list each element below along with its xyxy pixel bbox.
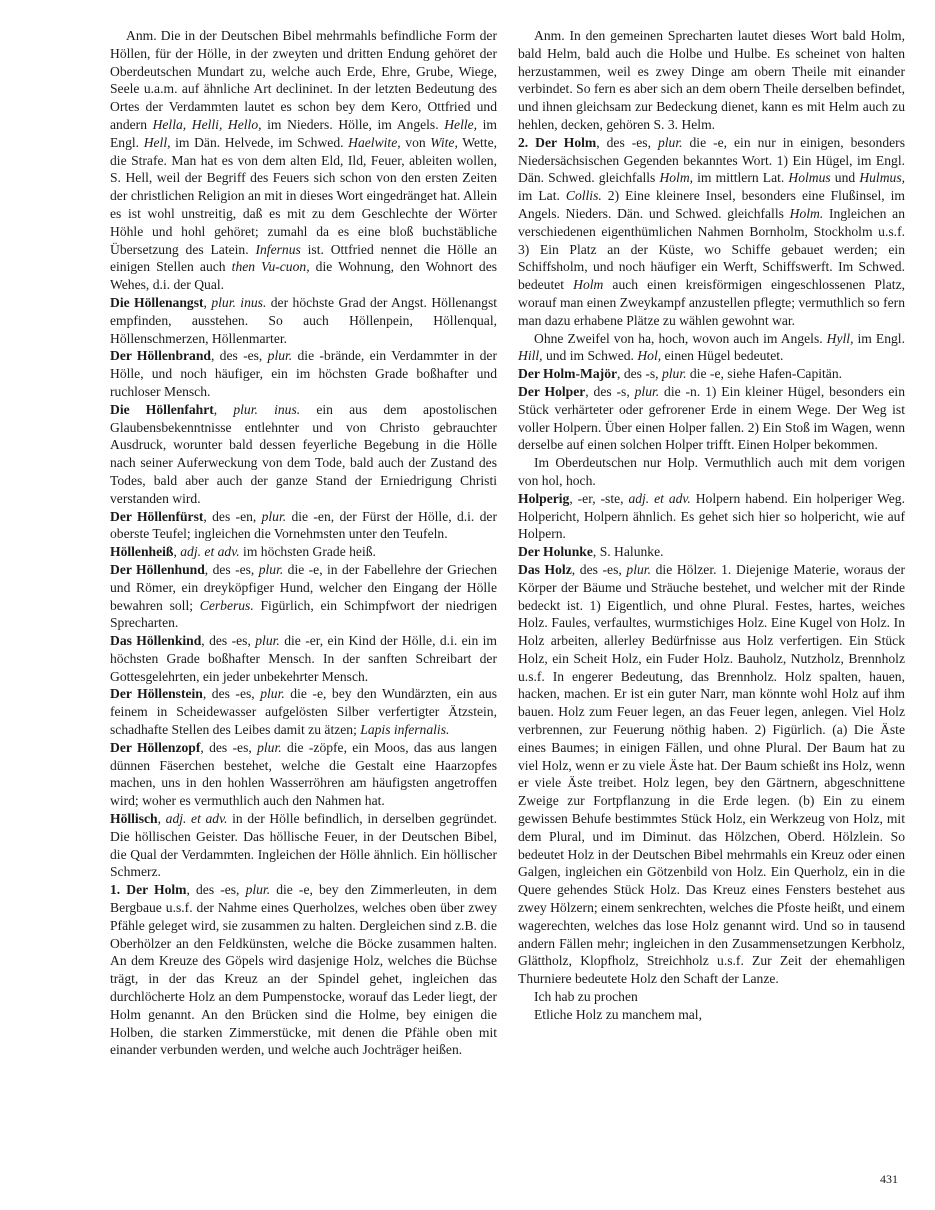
dictionary-entry (110, 294, 497, 347)
italic-term: plur. inus. (233, 401, 301, 417)
italic-term: Hill, (518, 348, 543, 364)
dictionary-entry (518, 561, 905, 988)
headword: Höllisch (110, 811, 158, 827)
dictionary-entry (518, 365, 905, 383)
entry-text: , -er, -ste, (569, 490, 629, 506)
italic-term: Collis. (565, 188, 602, 204)
italic-term: Hella, Helli, Hello, (152, 116, 262, 132)
entry-text: , des -en, (203, 508, 262, 524)
dictionary-entry (110, 347, 497, 400)
entry-text: die -e, siehe Hafen-Capitän. (686, 366, 843, 382)
italic-term: Holm, (659, 170, 694, 186)
entry-text: die -n. 1) Ein kleiner Hügel, besonders ein Stück verhärteter oder gefrorener Erde in einem Wege. Der Weg ist voller Holpern. Über einen Holper fallen. 2) Ein Stoß im Wagen, wenn derselbe auf einen solchen Holper trifft. Einen Holper bekommen. (518, 383, 905, 453)
italic-term: plur. (255, 633, 280, 649)
dictionary-entry (110, 561, 497, 632)
entry-text: in der Hölle befindlich, in derselben gegründet. Die höllischen Geister. Das höllische Feuer, in der Deutschen Bibel, die Qual der Verdammten. Ingleichen der Hölle ähnlich. Ein höllischer Schmerz. (110, 811, 498, 880)
left-column (110, 27, 497, 1059)
entry-text: im mittlern Lat. (693, 170, 789, 186)
italic-term: adj. et adv. (180, 544, 240, 560)
headword: Die Höllenfahrt (110, 401, 214, 417)
entry-text: , des -es, (201, 633, 256, 649)
entry-text: , (203, 294, 212, 310)
right-column (518, 27, 905, 1024)
italic-term: plur. inus. (211, 294, 267, 310)
italic-term: plur. (257, 739, 282, 755)
italic-term: Wite, (430, 134, 458, 150)
italic-term: plur. (260, 686, 285, 702)
italic-term: adj. et adv. (165, 811, 228, 827)
dictionary-entry (110, 632, 497, 685)
entry-text: ein aus dem apostolischen Glaubensbekenntnisse entlehnter und von Christo gebrauchter Ausdruck, worunter bald dessen feyerliche Begebung in die Hölle nach seiner Auferweckung von dem Tode, bald auch der Zustand des Todes, bald aber auch der ganze Stand der Erniedrigung Christi verstanden wird. (110, 401, 497, 506)
headword: Der Höllenstein (110, 686, 203, 702)
entry-text: , (213, 401, 234, 417)
dictionary-entry (110, 739, 497, 810)
headword: Der Holm-Majör (518, 366, 618, 382)
entry-text: Holpern habend. Ein holperiger Weg. Holpericht, Holpern ähnlich. Es gehet sich hier so holpericht, wie auf Holpern. (518, 490, 906, 542)
italic-term: Holm. (789, 205, 824, 221)
entry-text: , (157, 811, 166, 827)
entry-text: die -e, in der Fabellehre der Griechen und Römer, ein dreyköpfiger Hund, welcher den Eingang der Hölle bewahren soll; (110, 561, 497, 613)
dictionary-entry (110, 810, 497, 881)
entry-text: die -e, ein nur in einigen, besonders Niedersächsischen Gegenden bekanntes Wort. 1) Ein Hügel, im Engl. Dän. Schwed. gleichfalls (518, 134, 905, 186)
entry-text: Im Oberdeutschen nur Holp. Vermuthlich auch mit dem vorigen von hol, hoch. (518, 455, 905, 488)
dictionary-entry (518, 134, 905, 330)
entry-text: auch einen kreisförmigen eingeschlossenen Platz, worauf man einen Zweykampf anzustellen pflegte; vermuthlich so fern man dazu erhabene Plätze zu wählen gewohnt war. (518, 277, 905, 328)
headword: Höllenheiß (110, 544, 174, 560)
entry-text: die Hölzer. 1. Diejenige Materie, woraus der Körper der Bäume und Sträuche bestehet, und welcher mit der Rinde bedeckt ist. 1) Eigentlich, und ohne Plural. Festes, hartes, weiches Holz. Faules, verfaultes, wurmstichiges Holz. Eine Kugel von Holz. In Holz arbeiten, allerley Bedürfnisse aus Holz verfertigen. Ein Stück Holz, ein Scheit Holz, ein Fuder Holz. Bauholz, Nutzholz, Brennholz u.s.f. In engerer Bedeutung, das Brennholz. Holz spalten, hauen, hacken, machen. Er ist ein guter Narr, man könnte wohl Holz auf ihm bauen. Holz zum Feuer legen, an das Feuer legen, anlegen. Viel Holz verbrennen, zur Feuerung nöthig haben. 2) Figürlich. (a) Die Äste eines Baumes; in einigen Fällen, und ohne Plural. Der Baum hat zu viel Holz, wenn er zu viele Äste hat. Der Baum schießt ins Holz, wenn er viele Äste treibet. Holz legen, bey den Gärtnern, abgeschnittene Zweige zur Fortpflanzung in die Erde legen. (b) Ein zu einem gewissen Behufe bestimmtes Stück Holz, ein Werkzeug von Holz, mit dem Plural, und im Diminut. das Hölzchen, Oberd. Hölzlein. So bedeutet Holz in der Deutschen Bibel mehrmahls ein Kreuz oder einen Galgen, ingleichen ein Götzenbild von Holz. Ein Querholz, ein in die Quere gehendes Stück Holz. Das Kreuz eines Fensters bestehet aus zwey Hölzern; einem senkrechten, welches die Pfoste heißt, und einem wagerechten, welches das lose Holz genannt wird. Und so in tausend andern Fällen mehr; ingleichen in den Zusammensetzungen Kerbholz, Glättholz, Klopfholz, Streichholz u.s.f. Zur Zeit der ehemahligen Thurniere bedeutete Holz den Schaft der Lanze. (518, 561, 906, 987)
dictionary-entry (518, 543, 905, 561)
entry-text: , des -es, (200, 739, 258, 755)
entry-text: Anm. In den gemeinen Sprecharten lautet dieses Wort bald Holm, bald Helm, bald auch die Holbe und Hulbe. Es scheinet von halten herzustammen, weil es zwey Dinge am obern Theile mit einander verbindet. So fern es aber sich an dem obern Theile derselben befindet, und ihnen gleichsam zur Bedeckung dienet, kann es mit Helm auch zu hehlen, decken, gehören S. 3. Helm. (518, 28, 905, 132)
italic-term: Holm (573, 277, 604, 293)
entry-text: im Engl. (110, 116, 498, 150)
italic-term: then Vu-cuon, (231, 259, 310, 275)
italic-term: Cerberus. (199, 597, 254, 613)
italic-term: Infernus (255, 241, 301, 257)
entry-text: , des -s, (585, 383, 635, 399)
headword: Der Höllenfürst (110, 508, 204, 524)
dictionary-entry (518, 383, 905, 454)
entry-text: von (400, 134, 431, 150)
headword: 2. Der Holm (518, 134, 597, 150)
entry-text: Figürlich, ein Schimpfwort der niedrigen Sprecharten. (110, 597, 497, 631)
entry-text: im Engl. (853, 330, 905, 346)
verse-line: Etliche Holz zu manchem mal, (534, 1006, 702, 1022)
entry-text: im Nieders. Hölle, im Angels. (261, 116, 445, 132)
entry-text: , des -es, (571, 561, 627, 577)
entry-text: die -en, der Fürst der Hölle, d.i. der oberste Teufel; ingleichen die Vornehmsten unter den Teufeln. (110, 508, 497, 542)
entry-text: im Lat. (518, 188, 566, 204)
italic-term: Hulmus, (859, 170, 906, 186)
headword: Holperig (518, 490, 570, 506)
note-paragraph (518, 454, 905, 490)
headword: 1. Der Holm (110, 882, 187, 898)
headword: Der Holunke (518, 544, 593, 560)
entry-text: 2) Eine kleinere Insel, besonders eine Flußinsel, im Angels. Nieders. Dän. und Schwed. gleichfalls (518, 188, 905, 221)
entry-text: , des -es, (186, 882, 246, 898)
entry-text: , des -es, (596, 134, 658, 150)
dictionary-entry (518, 490, 905, 543)
entry-text: und im Schwed. (542, 348, 638, 364)
dictionary-entry (110, 543, 497, 561)
headword: Der Höllenzopf (110, 739, 201, 755)
italic-term: adj. et adv. (628, 490, 691, 506)
headword: Die Höllenangst (110, 294, 204, 310)
entry-text: ist. Ottfried nennet die Hölle an einigen Stellen auch (110, 241, 497, 275)
entry-text: Ohne Zweifel von ha, hoch, wovon auch im Angels. (534, 330, 827, 346)
entry-text: die -brände, ein Verdammter in der Hölle, und noch häufiger, ein im höchsten Grade boßhafter und ruchloser Mensch. (110, 348, 497, 399)
entry-text: die Wohnung, den Wohnort des Wehes, d.i. der Qual. (110, 259, 498, 293)
verse-line: Ich hab zu prochen (534, 989, 638, 1005)
headword: Der Holper (518, 383, 586, 399)
entry-text: , S. Halunke. (592, 544, 664, 560)
entry-text: Ingleichen an verschiedenen eigenthümlichen Nahmen Bornholm, Stockholm u.s.f. 3) Ein Platz an der Küste, wo Schiffe gebauet werden; ein Schiffsholm, und noch häufiger ein Werft, Schiffswerft. Im Schwed. bedeutet (518, 205, 905, 293)
entry-text: die -e, bey den Wundärzten, ein aus feinem in Scheidewasser aufgelösten Silber verfertigter Ätzstein, schadhafte Stellen des Leibes damit zu ätzen; (110, 686, 498, 738)
entry-text: Wette, die Strafe. Man hat es von dem alten Eld, Ild, Feuer, ableiten wollen, S. Hell, weil der Begriff des Feuers sich schon von den ersten Zeiten der christlichen Religion an mit in dieses Wort eingedränget hat. Allein es ist wohl unstreitig, daß es mit zu dem Geschlechte der Wörter Höhle und hohl gehöret; zumahl da es eine bloß buchstäbliche Übersetzung des Latein. (110, 134, 498, 257)
headword: Der Höllenhund (110, 561, 205, 577)
dictionary-entry (110, 881, 497, 1059)
headword: Das Holz (518, 561, 572, 577)
italic-term: plur. (267, 348, 293, 364)
entry-text: im höchsten Grade heiß. (239, 544, 376, 560)
italic-term: Helle, (444, 116, 478, 132)
entry-text: , des -es, (210, 348, 268, 364)
entry-text: die -e, bey den Zimmerleuten, in dem Bergbaue u.s.f. der Nahme eines Querholzes, welches oben über zwey Pfähle geleget wird, sie zusammen zu halten. Dergleichen sind z.B. die Oberhölzer an den Feldkünsten, welche die Böcke zusammen halten. An dem Kreuze des Göpels wird dasjenige Holz, welches die Büchse trägt, in der das Kreuz an der Spindel gehet, ingleichen das durchlöcherte Holz an dem Pumpenstocke, worauf das Leder liegt, der Holm genannt. An den Brücken sind die Holme, bey einigen die Holben, die starken Zimmerstücke, mit denen die Pfähle oben mit einander verbunden werden, und welche auch Jochträger heißen. (110, 882, 497, 1058)
note-paragraph (518, 330, 905, 366)
italic-term: plur. (245, 882, 271, 898)
dictionary-entry (110, 401, 497, 508)
italic-term: plur. (634, 383, 660, 399)
italic-term: Haelwite, (348, 134, 401, 150)
entry-text: , des -es, (202, 686, 261, 702)
entry-text: der höchste Grad der Angst. Höllenangst empfinden, ausstehen. So auch Höllenpein, Höllenqual, Höllenschmerzen, Höllenmarter. (110, 294, 498, 346)
headword: Der Höllenbrand (110, 348, 211, 364)
italic-term: Hell, (143, 134, 171, 150)
italic-term: plur. (661, 366, 687, 382)
note-paragraph (110, 27, 497, 294)
page-number: 431 (880, 1172, 898, 1186)
entry-text: einen Hügel bedeutet. (661, 348, 784, 364)
italic-term: Lapis infernalis. (360, 722, 450, 738)
entry-text: im Dän. Helvede, im Schwed. (170, 134, 349, 150)
italic-term: plur. (657, 134, 683, 150)
italic-term: Hol, (637, 348, 662, 364)
dictionary-entry (110, 685, 497, 738)
dictionary-entry (110, 508, 497, 544)
entry-text: , (173, 544, 181, 560)
entry-text: und (830, 170, 860, 186)
entry-text: Anm. Die in der Deutschen Bibel mehrmahls befindliche Form der Höllen, für der Hölle, in der zweyten und dritten Endung gehöret der Oberdeutschen Mundart zu, welche auch Erde, Ehre, Grube, Wiege, Seele u.a.m. auf ähnliche Art declininet. In der letzten Bedeutung des Ortes der Verdammten lautet es schon bey dem Kero, Ottfried und andern (110, 28, 497, 132)
entry-text: , des -s, (617, 366, 662, 382)
italic-term: plur. (258, 561, 284, 577)
italic-term: Hyll, (826, 330, 854, 346)
note-paragraph (518, 27, 905, 134)
italic-term: Holmus (788, 170, 831, 186)
italic-term: plur. (626, 561, 651, 577)
entry-text: die -er, ein Kind der Hölle, d.i. ein im höchsten Grade boßhafter Mensch. In der sanften Schreibart der Gottesgelehrten, ein jeder unbekehrter Mensch. (110, 633, 498, 684)
headword: Das Höllenkind (110, 633, 202, 649)
entry-text: die -zöpfe, ein Moos, das aus langen dünnen Fäserchen bestehet, welche die Gestalt eine Haarzopfes machen, uns in den hohlen Wasserröhren am häufigsten angetroffen wird; woher es vermuthlich auch den Nahmen hat. (110, 739, 497, 809)
italic-term: plur. (261, 508, 287, 524)
entry-text: , des -es, (204, 561, 259, 577)
